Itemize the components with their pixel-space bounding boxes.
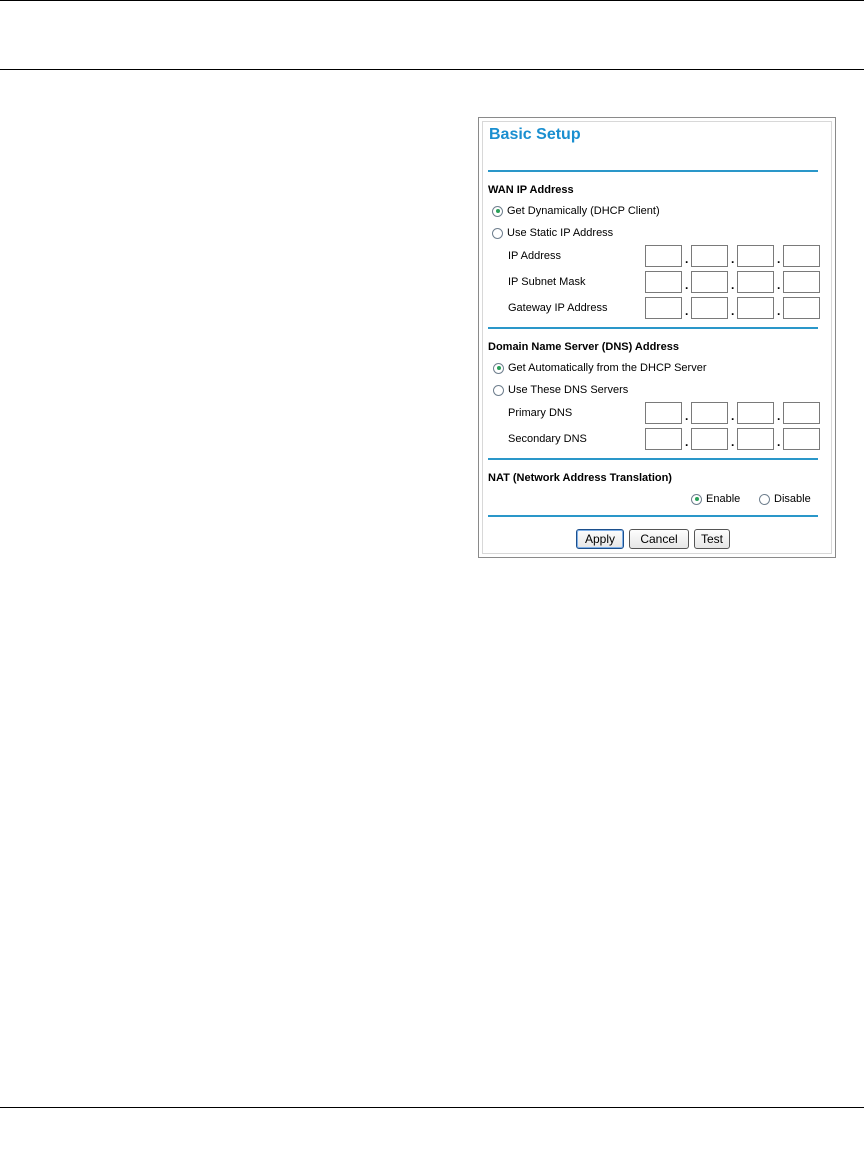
secondary-dns-octet-1[interactable] — [645, 428, 682, 450]
dns-heading: Domain Name Server (DNS) Address — [488, 341, 679, 353]
octet-separator: . — [777, 304, 781, 318]
nat-disable-radio[interactable] — [759, 494, 770, 505]
test-button[interactable]: Test — [694, 529, 730, 549]
gateway-ip-octet-2[interactable] — [691, 297, 728, 319]
octet-separator: . — [685, 435, 689, 449]
gateway-ip-input — [645, 297, 820, 319]
wan-static-label: Use Static IP Address — [507, 227, 614, 239]
primary-dns-octet-1[interactable] — [645, 402, 682, 424]
basic-setup-window — [478, 117, 836, 558]
nat-enable-label: Enable — [706, 493, 741, 505]
wan-dynamic-radio[interactable] — [492, 206, 503, 217]
ip-address-octet-1[interactable] — [645, 245, 682, 267]
primary-dns-octet-3[interactable] — [737, 402, 774, 424]
gateway-ip-octet-1[interactable] — [645, 297, 682, 319]
subnet-mask-octet-1[interactable] — [645, 271, 682, 293]
octet-separator: . — [685, 278, 689, 292]
octet-separator: . — [731, 252, 735, 266]
octet-separator: . — [731, 278, 735, 292]
primary-dns-octet-2[interactable] — [691, 402, 728, 424]
nat-heading: NAT (Network Address Translation) — [488, 472, 672, 484]
ip-address-octet-3[interactable] — [737, 245, 774, 267]
subnet-mask-octet-3[interactable] — [737, 271, 774, 293]
subnet-mask-input — [645, 271, 820, 293]
octet-separator: . — [777, 409, 781, 423]
octet-separator: . — [777, 252, 781, 266]
octet-separator: . — [685, 409, 689, 423]
wan-static-radio[interactable] — [492, 228, 503, 239]
primary-dns-input — [645, 402, 820, 424]
secondary-dns-input — [645, 428, 820, 450]
octet-separator: . — [731, 304, 735, 318]
primary-dns-octet-4[interactable] — [783, 402, 820, 424]
secondary-dns-octet-2[interactable] — [691, 428, 728, 450]
ip-address-octet-2[interactable] — [691, 245, 728, 267]
subnet-mask-label: IP Subnet Mask — [508, 276, 586, 288]
subnet-mask-octet-2[interactable] — [691, 271, 728, 293]
wan-ip-heading: WAN IP Address — [488, 184, 574, 196]
page-top-rule — [0, 0, 864, 1]
octet-separator: . — [777, 435, 781, 449]
octet-separator: . — [777, 278, 781, 292]
octet-separator: . — [731, 409, 735, 423]
gateway-ip-octet-4[interactable] — [783, 297, 820, 319]
cancel-button[interactable]: Cancel — [629, 529, 689, 549]
secondary-dns-octet-3[interactable] — [737, 428, 774, 450]
nat-disable-option[interactable] — [759, 493, 811, 505]
secondary-dns-label: Secondary DNS — [508, 433, 587, 445]
nat-enable-radio[interactable] — [691, 494, 702, 505]
octet-separator: . — [685, 252, 689, 266]
wan-section-divider — [488, 327, 818, 329]
dns-auto-option[interactable] — [493, 362, 706, 374]
secondary-dns-octet-4[interactable] — [783, 428, 820, 450]
dns-manual-radio[interactable] — [493, 385, 504, 396]
ip-address-octet-4[interactable] — [783, 245, 820, 267]
dns-auto-label: Get Automatically from the DHCP Server — [508, 362, 707, 374]
ip-address-input — [645, 245, 820, 267]
nat-enable-option[interactable] — [691, 493, 740, 505]
octet-separator: . — [731, 435, 735, 449]
dns-manual-label: Use These DNS Servers — [508, 384, 629, 396]
nat-disable-label: Disable — [774, 493, 811, 505]
page-title: Basic Setup — [489, 126, 581, 143]
nat-section-divider — [488, 515, 818, 517]
gateway-ip-octet-3[interactable] — [737, 297, 774, 319]
primary-dns-label: Primary DNS — [508, 407, 573, 419]
gateway-ip-label: Gateway IP Address — [508, 302, 608, 314]
wan-dynamic-option[interactable] — [492, 205, 660, 217]
dns-auto-radio[interactable] — [493, 363, 504, 374]
dns-section-divider — [488, 458, 818, 460]
wan-static-option[interactable] — [492, 227, 613, 239]
dns-manual-option[interactable] — [493, 384, 628, 396]
subnet-mask-octet-4[interactable] — [783, 271, 820, 293]
octet-separator: . — [685, 304, 689, 318]
page-header-rule — [0, 69, 864, 70]
apply-button[interactable]: Apply — [576, 529, 624, 549]
ip-address-label: IP Address — [508, 250, 561, 262]
title-divider — [488, 170, 818, 172]
page-footer-rule — [0, 1107, 864, 1108]
wan-dynamic-label: Get Dynamically (DHCP Client) — [507, 205, 660, 217]
